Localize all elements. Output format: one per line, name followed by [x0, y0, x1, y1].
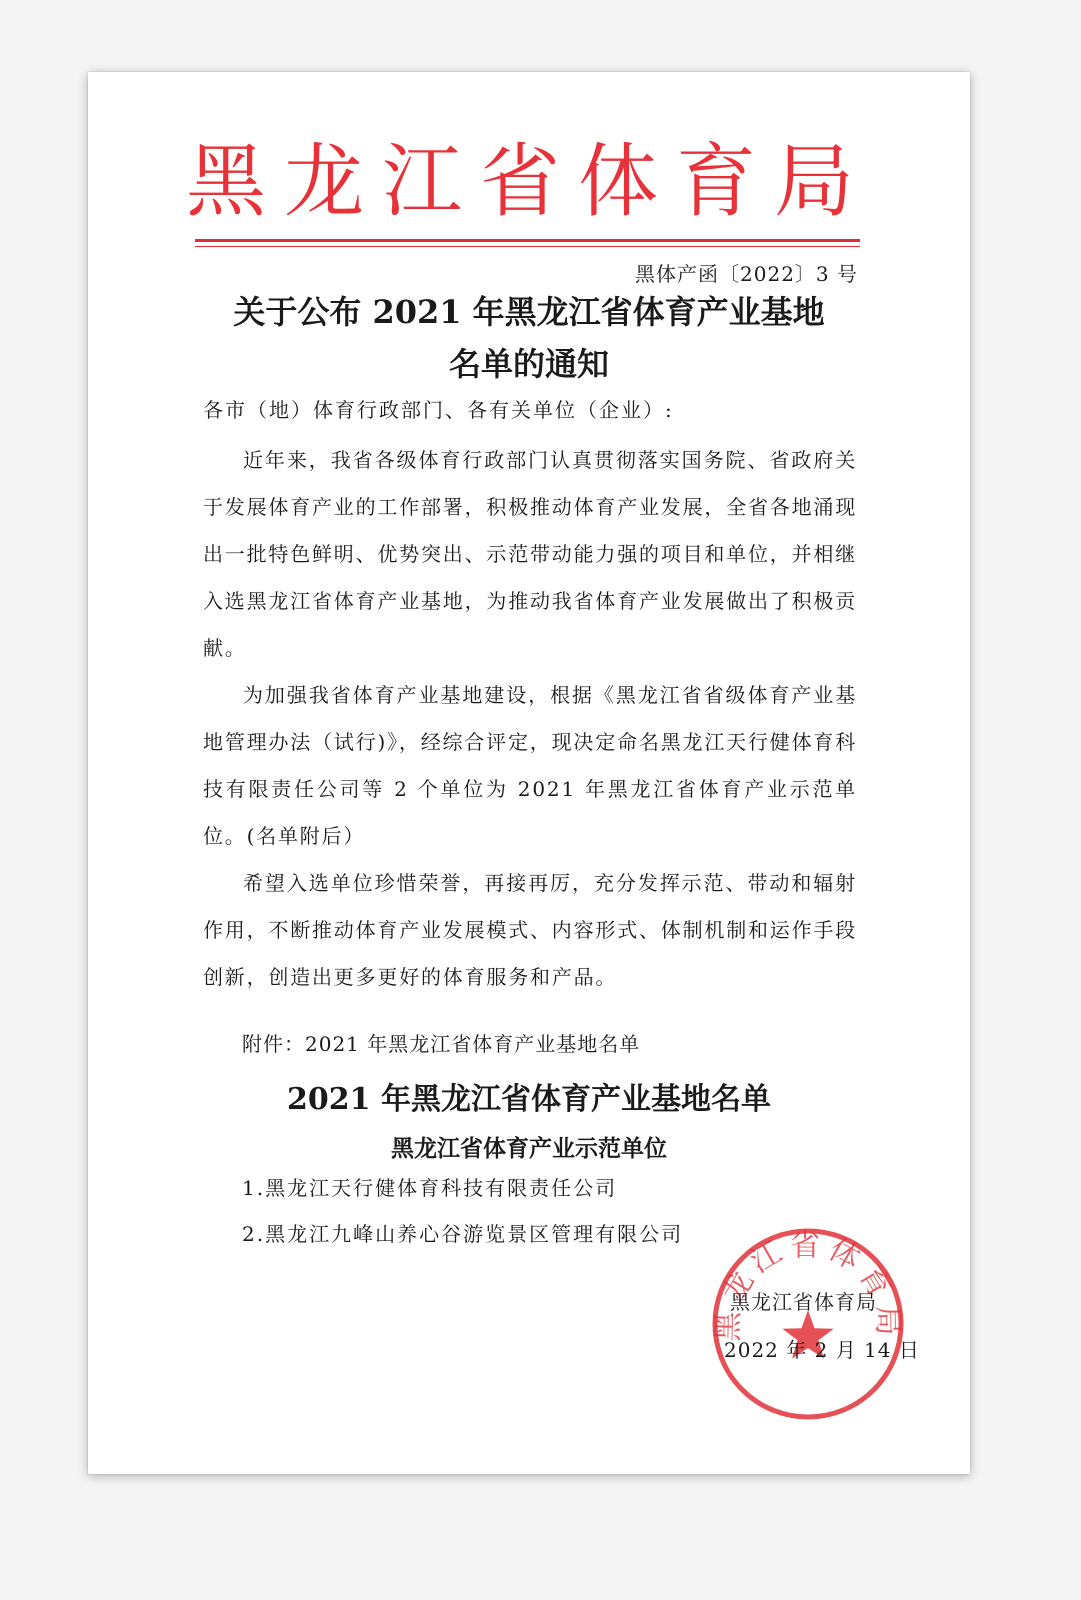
- seal-text: 黑龙江省体育局: [710, 1228, 906, 1342]
- body-paragraph-3: 希望入选单位珍惜荣誉，再接再厉，充分发挥示范、带动和辐射作用，不断推动体育产业发展模式、内容形式、体制机制和运作手段创新，创造出更多更好的体育服务和产品。: [203, 871, 857, 989]
- masthead-red-rule: [195, 239, 860, 242]
- signature-date: 2022 年 2 月 14 日: [724, 1338, 920, 1362]
- list-subtitle: 黑龙江省体育产业示范单位: [391, 1135, 667, 1162]
- body-paragraph-1: 近年来，我省各级体育行政部门认真贯彻落实国务院、省政府关于发展体育产业的工作部署，积极推动体育产业发展，全省各地涌现出一批特色鲜明、优势突出、示范带动能力强的项目和单位，并相继入选黑龙江省体育产业基地，为推动我省体育产业发展做出了积极贡献。: [203, 448, 857, 660]
- attachment-note: 附件：2021 年黑龙江省体育产业基地名单: [242, 1032, 641, 1056]
- notice-title-line2: 名单的通知: [448, 345, 609, 383]
- signature-organization: 黑龙江省体育局: [730, 1290, 877, 1314]
- salutation: 各市（地）体育行政部门、各有关单位（企业）:: [203, 398, 674, 422]
- body-paragraph-2: 为加强我省体育产业基地建设，根据《黑龙江省省级体育产业基地管理办法（试行)》，经综合评定，现决定命名黑龙江天行健体育科技有限责任公司等 2 个单位为 2021 年黑龙江省体育产业示范单位。(名单附后）: [203, 683, 857, 848]
- list-title: 2021 年黑龙江省体育产业基地名单: [287, 1082, 771, 1117]
- document-page: [88, 72, 970, 1474]
- masthead-red-rule-thin: [195, 246, 860, 247]
- masthead-title: 黑龙江省体育局: [186, 135, 872, 228]
- notice-title-line1: 关于公布 2021 年黑龙江省体育产业基地: [233, 293, 825, 331]
- list-item: 1.黑龙江天行健体育科技有限责任公司: [242, 1176, 618, 1200]
- official-seal-stamp: [708, 1224, 908, 1424]
- list-item: 2.黑龙江九峰山养心谷游览景区管理有限公司: [242, 1222, 684, 1246]
- document-number: 黑体产函〔2022〕3 号: [635, 262, 858, 286]
